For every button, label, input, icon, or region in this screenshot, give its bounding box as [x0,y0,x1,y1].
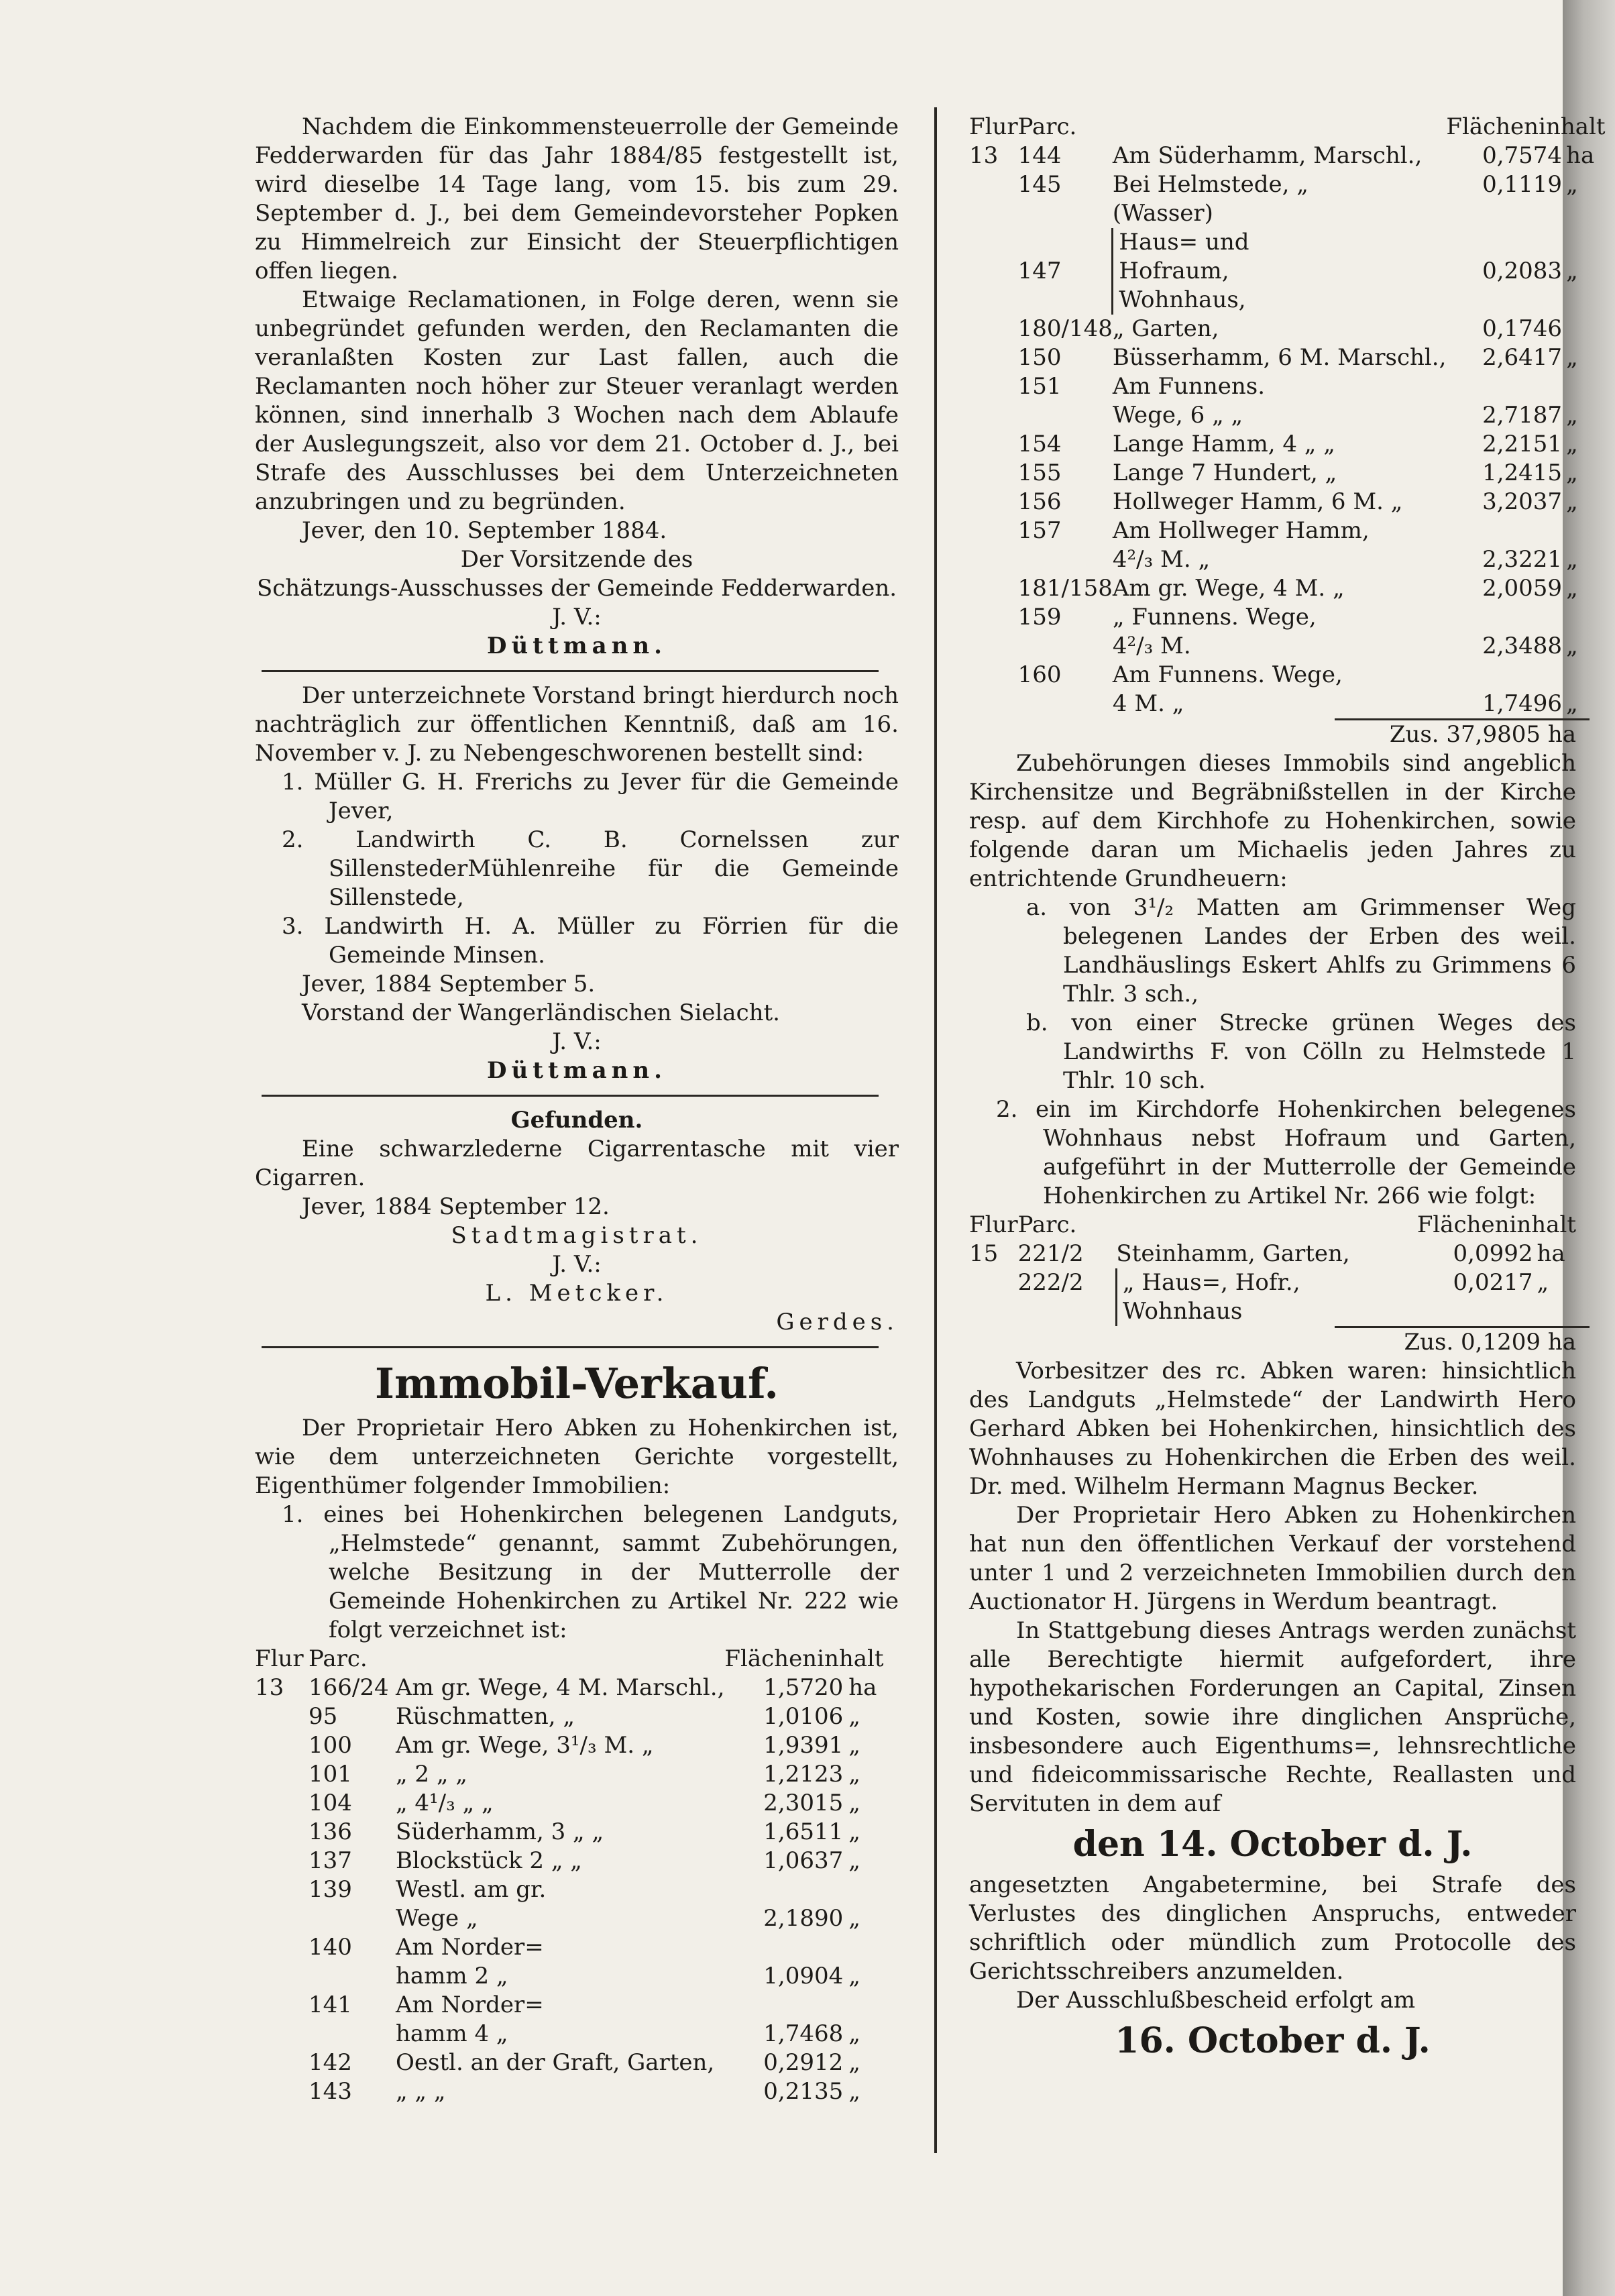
jurors-notice-para: Der unterzeichnete Vorstand bringt hierdurch noch nachträglich zur öffentlichen Kenntniß, daß am 16. November v. J. zu Nebengeschworenen bestellt sind: [255,682,899,767]
cell-flur [969,690,1018,718]
separator [262,1095,879,1097]
cell-area: 0,1746 [1482,315,1563,342]
sum-total-1: Zus. 37,9805 ha [1389,721,1576,748]
ground-rent-b: b. von einer Strecke grünen Weges des Landwirths F. von Cölln zu Helmstede 1 Thlr. 10 sch. [1026,1009,1576,1094]
table-header-row [255,1645,884,1674]
cell-parc: 143 [309,2078,352,2105]
notice3-iv: J. V.: [552,1251,602,1278]
table-row [255,1789,884,1818]
cell-parc [309,1904,396,1933]
cell-area [1446,603,1562,632]
cell-desc: Oestl. an der Graft, Garten, [396,2049,715,2076]
parcel-table-left [255,1645,884,2106]
cell-parc [1018,545,1113,574]
list-item: 1. eines bei Hohenkirchen belegenen Landguts, „Helmstede“ genannt, sammt Zubehörungen, welche Besitzung in der Mutterrolle der Gemeinde Hohenkirchen zu Artikel Nr. 222 wie folgt verzeichnet ist: [282,1501,899,1643]
table-row [255,1818,884,1847]
cell-desc: „ Garten, [1112,315,1219,342]
col-header-parc: Parc. [1017,113,1077,140]
cell-parc: 95 [309,1703,338,1730]
jurors-list [255,768,899,970]
table-row [969,488,1606,516]
table-row [255,1962,884,1991]
cell-unit: „ [848,1905,860,1932]
notice1-date: Jever, den 10. September 1884. [302,517,667,544]
cell-area: 1,0106 [763,1703,844,1730]
table-row [969,690,1606,718]
table-row [255,1760,884,1789]
cell-desc: Am Funnens. [1112,373,1266,400]
cell-unit [1562,603,1605,632]
cell-area: 1,5720 [763,1674,844,1701]
cell-flur [969,170,1018,199]
cell-flur [969,459,1018,488]
table-row [255,1991,884,2020]
cell-area [1446,286,1562,315]
cell-desc: Hofraum, [1113,257,1447,286]
cell-desc: Am gr. Wege, 3¹/₃ M. „ [396,1732,654,1759]
cell-flur: 13 [969,142,999,169]
cell-desc: Büsserhamm, 6 M. Marschl., [1112,344,1447,371]
cell-area: 2,0059 [1482,575,1563,602]
cell-flur [969,401,1018,430]
notice2-name: Düttmann. [487,1057,667,1084]
parcel-table-right-2 [969,1211,1576,1326]
table-row [969,430,1606,459]
cell-unit [843,1875,883,1904]
cell-flur [255,1760,309,1789]
cell-area: 2,6417 [1482,344,1563,371]
cell-flur [255,1789,309,1818]
table-row [969,661,1606,690]
cell-parc: 140 [309,1934,352,1961]
cell-desc: (Wasser) [1112,200,1213,227]
notice2-date: Jever, 1884 September 5. [302,971,596,997]
hearing-date: den 14. October d. J. [1072,1824,1473,1865]
cell-unit: „ [1537,1269,1549,1296]
cell-parc [1018,401,1113,430]
table-row [969,315,1606,343]
table-row [969,632,1606,661]
list-item: 1. Müller G. H. Frerichs zu Jever für die Gemeinde Jever, [282,769,899,824]
separator [262,670,879,672]
table-row [969,228,1606,257]
cell-unit: „ [848,1847,860,1874]
cell-area: 1,7468 [763,2020,844,2047]
cell-desc: Rüschmatten, „ [396,1703,575,1730]
right-column [969,113,1606,2067]
notice1-iv: J. V.: [552,604,602,631]
notice1-signature-line1: Der Vorsitzende des [460,546,693,573]
cell-unit: „ [1566,431,1578,457]
cell-area: 0,2912 [763,2049,844,2076]
cell-parc: 141 [309,1991,352,2018]
cell-flur [255,1875,309,1904]
cell-unit: ha [848,1674,877,1701]
cell-desc: Wege „ [396,1905,478,1932]
cell-unit: „ [1566,546,1578,573]
cell-area [1446,228,1562,257]
cell-unit [1562,315,1605,343]
cell-unit: „ [848,1963,860,1989]
cell-desc: Süderhamm, 3 „ „ [396,1818,604,1845]
cell-parc: 104 [309,1790,352,1816]
notice3-name2: Gerdes. [776,1309,899,1335]
cell-unit [843,1991,883,2020]
table-row [969,170,1606,199]
cell-area [1446,661,1562,690]
cell-area: 1,2415 [1482,459,1563,486]
cell-flur [255,1962,309,1991]
cell-flur: 13 [255,1674,284,1701]
cell-desc: Wohnhaus, [1113,286,1447,315]
cell-desc: Am Norder= [396,1991,544,2018]
cell-unit [1562,516,1605,545]
cell-desc: „ „ „ [396,2078,446,2105]
cell-area: 1,7496 [1482,690,1563,717]
cell-parc: 160 [1017,661,1062,688]
table-row [969,516,1606,545]
cell-area: 2,3015 [763,1790,844,1816]
cell-flur [255,2048,309,2077]
cell-area: 0,1119 [1482,171,1563,198]
cell-unit: „ [848,1790,860,1816]
cell-parc [1018,1297,1117,1326]
cell-desc: Am gr. Wege, 4 M. Marschl., [396,1674,725,1701]
cell-area: 2,2151 [1482,431,1563,457]
cell-desc: Am Hollweger Hamm, [1112,517,1370,544]
cell-desc: 4²/₃ M. „ [1112,546,1211,573]
summons-para: In Stattgebung dieses Antrags werden zunächst alle Berechtigte hiermit aufgefordert, ihre hypothekarischen Forderungen an Capital, Zinsen und Kosten, sowie ihre dinglichen Ansprüche, insbesondere auch Eigenthums=, lehnsrechtliche und fideicommissarische Rechte, Reallasten und Servituten in dem auf [969,1617,1576,1817]
cell-desc: Steinhamm, Garten, [1116,1240,1350,1267]
table-row [255,1731,884,1760]
cell-area: 0,2083 [1482,258,1563,284]
cell-unit [1562,372,1605,401]
found-title: Gefunden. [510,1107,643,1134]
table-row [255,1674,884,1702]
sale-item-list-2 [969,1095,1576,1211]
cell-parc [1018,199,1113,228]
cell-area: 1,0904 [763,1963,844,1989]
cell-parc: 221/2 [1017,1240,1084,1267]
cell-desc: Am Süderhamm, Marschl., [1112,142,1423,169]
cell-parc: 151 [1017,373,1062,400]
cell-unit: „ [1566,258,1578,284]
cell-desc: „ Haus=, Hofr., [1116,1268,1416,1297]
cell-unit: „ [848,1732,860,1759]
table-row [969,372,1606,401]
table-row [255,1904,884,1933]
cell-area [724,1991,843,2020]
table-row [969,257,1606,286]
cell-unit: „ [1566,690,1578,717]
cell-desc: hamm 2 „ [396,1963,508,1989]
cell-area [1446,516,1562,545]
cell-desc: 4 M. „ [1112,690,1184,717]
cell-flur [969,516,1018,545]
table-row [969,343,1606,372]
cell-flur [969,315,1018,343]
column-divider [934,107,937,2153]
cell-area [1417,1297,1533,1326]
cell-unit: „ [1566,344,1578,371]
cell-flur [255,1702,309,1731]
notice1-signature-line2: Schätzungs-Ausschusses der Gemeinde Fedderwarden. [256,575,897,602]
cell-unit: „ [848,1818,860,1845]
col-header-flur: Flur [969,113,1018,140]
table-row [969,142,1606,170]
cell-area: 1,9391 [763,1732,844,1759]
cell-area: 0,0217 [1453,1269,1533,1296]
cell-unit: „ [848,1761,860,1788]
table-row [969,545,1606,574]
cell-parc: 147 [1017,258,1062,284]
cell-desc: Bei Helmstede, „ [1112,171,1308,198]
appurtenances-para: Zubehörungen dieses Immobils sind angeblich Kirchensitze und Begräbnißstellen in der Kirche resp. auf dem Kirchhofe zu Hohenkirchen, sowie folgende daran um Michaelis jeden Jahres zu entrichtende Grundheuern: [969,750,1576,892]
cell-area: 2,7187 [1482,402,1563,429]
cell-flur [969,661,1018,690]
cell-flur: 15 [969,1240,999,1267]
table-header-row [969,113,1606,142]
cell-desc: Am Funnens. Wege, [1112,661,1343,688]
cell-parc: 100 [309,1732,352,1759]
cell-desc: Wohnhaus [1116,1297,1416,1326]
income-tax-notice-para: Nachdem die Einkommensteuerrolle der Gemeinde Fedderwarden für das Jahr 1884/85 festgestellt ist, wird dieselbe 14 Tage lang, vom 15. bis zum 29. September d. J., bei dem Gemeindevorsteher Popken zu Himmelreich zur Einsicht der Steuerpflichtigen offen liegen. [255,113,899,284]
col-header-area: Flächeninhalt [1416,1211,1576,1238]
cell-desc: hamm 4 „ [396,2020,508,2047]
sale-item-list [255,1500,899,1645]
cell-area: 2,3221 [1482,546,1563,573]
cell-flur [969,430,1018,459]
cell-area: 0,2135 [763,2078,844,2105]
cell-area: 2,1890 [763,1905,844,1932]
cell-area: 0,7574 [1482,142,1563,169]
cell-area [724,1933,843,1962]
cell-desc: Hollweger Hamm, 6 M. „ [1112,488,1403,515]
table-row [255,2048,884,2077]
cell-flur [255,1731,309,1760]
table-row [969,286,1606,315]
left-column [255,113,899,2106]
cell-unit [1533,1297,1577,1326]
cell-parc: 142 [309,2049,352,2076]
exclusion-para: Der Ausschlußbescheid erfolgt am [1016,1987,1416,2014]
sale-headline: Immobil-Verkauf. [374,1359,779,1408]
table-header-row [969,1211,1576,1240]
cell-flur [255,2077,309,2106]
cell-flur [969,574,1018,603]
cell-parc: 139 [309,1876,352,1903]
cell-parc: 145 [1017,171,1062,198]
cell-unit: „ [848,2020,860,2047]
ground-rent-a: a. von 3¹/₂ Matten am Grimmenser Weg belegenen Landes der Erben des weil. Landhäuslings Eskert Ahlfs zu Grimmens 6 Thlr. 3 sch., [1026,894,1576,1007]
cell-desc: Am gr. Wege, 4 M. „ [1112,575,1345,602]
cell-flur [969,372,1018,401]
cell-unit: „ [848,1703,860,1730]
cell-parc: 137 [309,1847,352,1874]
table-row [969,401,1606,430]
cell-desc: Haus= und [1113,228,1447,257]
cell-unit: „ [848,2078,860,2105]
parcel-table-right [969,113,1606,718]
cell-area: 1,6511 [763,1818,844,1845]
table-row [969,603,1606,632]
cell-unit [1562,661,1605,690]
cell-desc: Westl. am gr. [396,1876,547,1903]
cell-desc: Wege, 6 „ „ [1112,402,1243,429]
table-row [255,1933,884,1962]
cell-flur [255,1847,309,1875]
cell-parc [1018,286,1113,315]
cell-parc [309,2020,396,2048]
table-row [969,574,1606,603]
table-row [255,2077,884,2106]
cell-flur [255,1904,309,1933]
cell-flur [969,257,1018,286]
cell-flur [969,488,1018,516]
notice3-signature: Stadtmagistrat. [451,1222,703,1249]
cell-flur [969,545,1018,574]
table-row [255,2020,884,2048]
proprietor-para: Der Proprietair Hero Abken zu Hohenkirchen hat nun den öffentlichen Verkauf der vorstehend unter 1 und 2 verzeichneten Immobilien durch den Auctionator H. Jürgens in Werdum beantragt. [969,1502,1576,1615]
col-header-area: Flächeninhalt [1446,113,1606,140]
cell-area [1446,372,1562,401]
cell-area: 1,2123 [763,1761,844,1788]
table-row [255,1702,884,1731]
cell-unit: „ [1566,171,1578,198]
cell-area: 0,0992 [1453,1240,1533,1267]
cell-area: 3,2037 [1482,488,1563,515]
notice3-name: L. Metcker. [485,1280,669,1307]
sale-intro-para: Der Proprietair Hero Abken zu Hohenkirchen ist, wie dem unterzeichneten Gerichte vorgestellt, Eigenthümer folgender Immobilien: [255,1415,899,1499]
cell-desc: „ 2 „ „ [396,1761,467,1788]
cell-flur [255,1991,309,2020]
col-header-flur: Flur [255,1645,304,1672]
cell-parc: 180/148 [1017,315,1113,342]
cell-area: 1,0637 [763,1847,844,1874]
cell-area [724,1875,843,1904]
cell-desc: Blockstück 2 „ „ [396,1847,582,1874]
cell-unit: „ [1566,402,1578,429]
cell-area [1446,199,1562,228]
cell-parc: 136 [309,1818,352,1845]
notice2-signature: Vorstand der Wangerländischen Sielacht. [302,999,780,1026]
cell-desc: „ 4¹/₃ „ „ [396,1790,494,1816]
cell-flur [969,199,1018,228]
cell-flur [255,1933,309,1962]
cell-flur [255,1818,309,1847]
table-row [969,459,1606,488]
list-item: 2. Landwirth C. B. Cornelssen zur SillenstederMühlenreihe für die Gemeinde Sillenstede, [282,826,899,911]
cell-parc: 156 [1017,488,1062,515]
cell-unit: ha [1566,142,1595,169]
cell-unit [1562,286,1605,315]
cell-parc [1018,632,1113,661]
cell-parc: 222/2 [1017,1269,1084,1296]
cell-unit: „ [1566,459,1578,486]
sum-total-2: Zus. 0,1209 ha [1404,1329,1576,1356]
penalty-para: angesetzten Angabetermine, bei Strafe des Verlustes des dinglichen Anspruchs, entweder schriftlich oder mündlich zum Protocolle des Gerichtsschreibers anzumelden. [969,1871,1576,1985]
table-row [969,199,1606,228]
cell-desc: Lange 7 Hundert, „ [1112,459,1337,486]
cell-area: 2,3488 [1482,633,1563,659]
cell-parc: 144 [1017,142,1062,169]
cell-desc: „ Funnens. Wege, [1112,604,1317,631]
cell-parc: 157 [1017,517,1062,544]
cell-flur [255,2020,309,2048]
cell-unit: „ [1566,575,1578,602]
col-header-parc: Parc. [1017,1211,1077,1238]
cell-parc [1018,228,1113,257]
cell-parc: 150 [1017,344,1062,371]
col-header-area: Flächeninhalt [724,1645,884,1672]
cell-parc: 159 [1017,604,1062,631]
cell-flur [969,632,1018,661]
col-header-parc: Parc. [309,1645,368,1672]
notice3-date: Jever, 1884 September 12. [302,1193,610,1220]
col-header-flur: Flur [969,1211,1018,1238]
cell-parc [1018,690,1113,718]
cell-unit [843,1933,883,1962]
cell-unit: „ [1566,488,1578,515]
cell-parc: 155 [1017,459,1062,486]
cell-parc: 101 [309,1761,352,1788]
cell-desc: Lange Hamm, 4 „ „ [1112,431,1335,457]
previous-owners-para: Vorbesitzer des rc. Abken waren: hinsichtlich des Landguts „Helmstede“ der Landwirth Hero Gerhard Abken bei Hohenkirchen, hinsichtlich des Wohnhauses zu Hohenkirchen die Erben des weil. Dr. med. Wilhelm Hermann Magnus Becker. [969,1358,1576,1500]
list-item: 3. Landwirth H. A. Müller zu Förrien für die Gemeinde Minsen. [282,913,899,969]
exclusion-date: 16. October d. J. [1115,2020,1431,2061]
reclamation-para: Etwaige Reclamationen, in Folge deren, wenn sie unbegründet gefunden werden, den Reclamanten die veranlaßten Kosten zur Last fallen, auch die Reclamanten noch höher zur Steuer veranlagt werden können, sind innerhalb 3 Wochen nach dem Ablaufe der Auslegungszeit, also vor dem 21. October d. J., bei Strafe des Ausschlusses bei dem Unterzeichneten anzubringen und zu begründen. [255,286,899,515]
cell-unit: „ [1566,633,1578,659]
cell-desc: Am Norder= [396,1934,544,1961]
table-row [969,1297,1576,1326]
cell-parc: 154 [1017,431,1062,457]
cell-unit: ha [1537,1240,1565,1267]
cell-unit [1562,199,1605,228]
cell-flur [969,1297,1018,1326]
cell-parc: 166/24 [309,1674,389,1701]
cell-parc [309,1962,396,1991]
found-para: Eine schwarzlederne Cigarrentasche mit vier Cigarren. [255,1136,899,1191]
cell-unit [1562,228,1605,257]
table-row [255,1875,884,1904]
table-row [969,1240,1576,1268]
cell-desc: 4²/₃ M. [1112,633,1191,659]
cell-flur [969,603,1018,632]
cell-flur [969,228,1018,257]
cell-flur [969,343,1018,372]
notice2-iv: J. V.: [552,1028,602,1055]
cell-flur [969,1268,1018,1297]
separator [262,1346,879,1348]
table-row [255,1847,884,1875]
table-row [969,1268,1576,1297]
cell-parc: 181/158 [1017,575,1113,602]
list-item: 2. ein im Kirchdorfe Hohenkirchen belegenes Wohnhaus nebst Hofraum und Garten, aufgeführt in der Mutterrolle der Gemeinde Hohenkirchen zu Artikel Nr. 266 wie folgt: [996,1096,1576,1209]
cell-unit: „ [848,2049,860,2076]
notice1-name: Düttmann. [487,633,667,659]
cell-flur [969,286,1018,315]
